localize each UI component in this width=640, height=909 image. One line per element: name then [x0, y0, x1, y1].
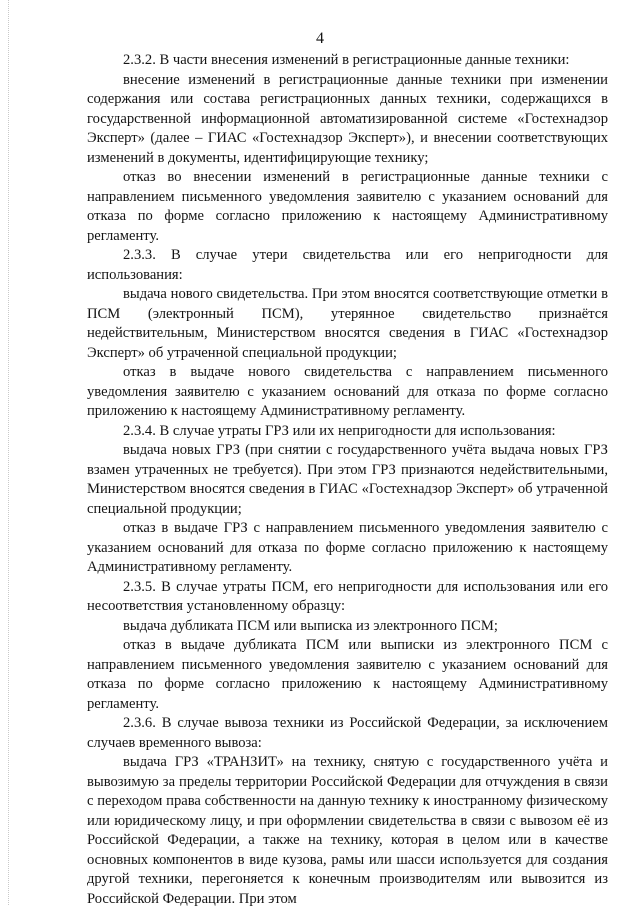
paragraph: отказ в выдаче нового свидетельства с направлением письменного уведомления заявителю с указанием оснований для отказа по форме согласно приложению к настоящему Административному регламенту.	[87, 364, 608, 419]
paragraph: выдача нового свидетельства. При этом вносятся соответствующие отметки в ПСМ (электронный ПСМ), утерянное свидетельство признаётся недействительным, Министерством вносятся сведения в ГИАС «Гостехнадзор Эксперт» об утраченной специальной продукции;	[87, 286, 608, 361]
paragraph: выдача дубликата ПСМ или выписка из электронного ПСМ;	[123, 617, 498, 634]
paragraph: выдача новых ГРЗ (при снятии с государственного учёта выдача новых ГРЗ взамен утраченных не требуется). При этом ГРЗ признаются недействительными, Министерством вносятся сведения в ГИАС «Гостехнадзор Эксперт» об утраченной специальной продукции;	[87, 442, 608, 517]
page-number: 4	[316, 30, 324, 47]
paragraph: отказ в выдаче дубликата ПСМ или выписки из электронного ПСМ с направлением письменного уведомления заявителю с указанием оснований для отказа по форме согласно приложению к настоящему Административному регламенту.	[87, 637, 608, 712]
scan-edge-marks	[8, 0, 10, 905]
document-body	[87, 51, 608, 909]
paragraph: отказ в выдаче ГРЗ с направлением письменного уведомления заявителю с указанием оснований для отказа по форме согласно приложению к настоящему Административному регламенту.	[87, 520, 608, 575]
paragraph: внесение изменений в регистрационные данные техники при изменении содержания или состава регистрационных данных техники, содержащихся в государственной информационной автоматизированной системе «Гостехнадзор Эксперт» (далее – ГИАС «Гостехнадзор Эксперт»), и внесении соответствующих изменений в документы, идентифицирующие технику;	[87, 71, 608, 166]
paragraph-2-3-2-heading: 2.3.2. В части внесения изменений в регистрационные данные техники:	[123, 52, 570, 68]
paragraph: отказ во внесении изменений в регистрационные данные техники с направлением письменного уведомления заявителю с указанием оснований для отказа по форме согласно приложению к настоящему Административному регламенту.	[87, 169, 608, 244]
paragraph-2-3-5-heading: 2.3.5. В случае утраты ПСМ, его непригодности для использования или его несоответствия установленному образцу:	[87, 578, 608, 614]
paragraph-2-3-6-heading: 2.3.6. В случае вывоза техники из Российской Федерации, за исключением случаев временного вывоза:	[87, 715, 608, 751]
paragraph-2-3-3-heading: 2.3.3. В случае утери свидетельства или его непригодности для использования:	[87, 247, 608, 283]
paragraph-2-3-4-heading: 2.3.4. В случае утраты ГРЗ или их непригодности для использования:	[123, 422, 556, 439]
paragraph: выдача ГРЗ «ТРАНЗИТ» на технику, снятую с государственного учёта и вывозимую за пределы территории Российской Федерации для отчуждения в связи с переходом права собственности на данную технику к иностранному физическому или юридическому лицу, и при оформлении свидетельства в связи с вывозом её из Российской Федерации, а также на технику, которая в целом или в качестве основных компонентов в виде кузова, рамы или шасси используется для создания другой техники, перегоняется к конечным производителям или вывозится из Российской Федерации. При этом	[87, 754, 608, 907]
